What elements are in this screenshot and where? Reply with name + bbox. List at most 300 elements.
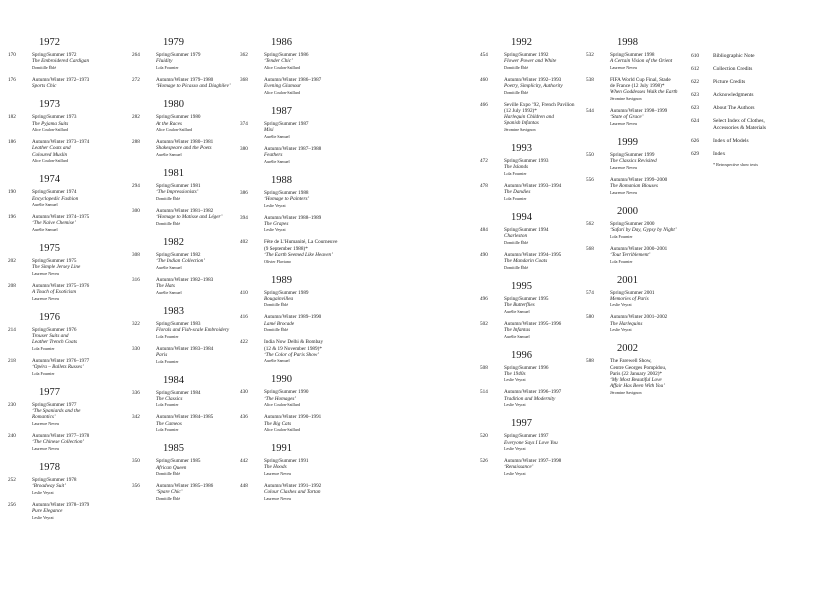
entry-subtitle: Trouser Suits and Leather Trench Coats [32, 333, 78, 346]
entry-author: Aurélie Samuel [32, 202, 58, 208]
toc-entry [586, 52, 702, 71]
page-number: 410 [240, 289, 248, 296]
toc-entry [240, 458, 359, 477]
entry-subtitle: African Queen [156, 464, 187, 471]
page-number: 288 [132, 139, 140, 146]
toc-entry [132, 346, 251, 365]
page-number: 272 [132, 76, 140, 83]
entry-title: Autumn/Winter 1972–1973 [32, 76, 90, 83]
page-number: 256 [8, 501, 16, 508]
entry-subtitle: The Mandarin Coats [504, 258, 548, 265]
year-heading: 1972 [39, 37, 60, 48]
entry-title: Fête de L’Humanité, La Courneuve (9 September 1988)* [264, 239, 338, 252]
entry-text [156, 52, 251, 71]
page-number: 538 [586, 76, 594, 83]
toc-entry [586, 290, 702, 309]
entry-subtitle: Everyone Says I Love You [504, 439, 558, 446]
entry-title: Spring/Summer 1992 [504, 52, 549, 58]
entry-title: Spring/Summer 1983 [156, 320, 201, 327]
entry-title: Autumn/Winter 2001–2002 [610, 314, 668, 321]
entry-author: Aurélie Samuel [504, 333, 530, 339]
entry-text [32, 327, 127, 352]
entry-subtitle: Paris [156, 351, 168, 358]
entry-title: Spring/Summer 1999 [610, 151, 655, 158]
toc-column-3 [240, 37, 359, 512]
year-group [240, 37, 359, 96]
entry-title: Autumn/Winter 1988–1989 [264, 214, 322, 221]
entry-subtitle: The Butterflies [504, 301, 535, 308]
back-matter-entry [691, 138, 813, 145]
entry-subtitle: The Harlequins [610, 320, 643, 327]
page-number: 629 [691, 151, 700, 157]
year-heading: 1998 [617, 37, 638, 48]
year-group [586, 275, 702, 334]
year-heading: 1994 [511, 211, 532, 223]
entry-author: Domitille Éblé [264, 327, 289, 333]
entry-author: Domitille Éblé [504, 239, 529, 245]
entry-title: Autumn/Winter 1997–1998 [504, 458, 562, 465]
entry-subtitle: At the Races [156, 120, 182, 127]
entry-title: Spring/Summer 1985 [156, 458, 201, 465]
page-number: 422 [240, 339, 248, 346]
toc-entry [240, 389, 359, 408]
year-group [480, 281, 596, 340]
entry-author: Lola Fournier [504, 195, 527, 201]
entry-title: Autumn/Winter 1998–1999 [610, 108, 668, 115]
year-heading: 1973 [39, 99, 60, 111]
year-heading: 1988 [271, 174, 292, 186]
entry-subtitle: Feathers [264, 151, 283, 158]
entry-title: Autumn/Winter 1991–1992 [264, 483, 322, 490]
year-heading: 1980 [163, 99, 184, 111]
entry-title: Spring/Summer 1997 [504, 433, 549, 440]
page-number: 622 [691, 79, 700, 85]
page-number: 196 [8, 214, 16, 221]
entry-author: Aurélie Samuel [264, 133, 290, 139]
toc-entry [8, 433, 127, 452]
entry-text [264, 290, 359, 309]
entry-author: Domitille Éblé [504, 89, 529, 95]
year-group [132, 168, 251, 227]
page-number: 186 [8, 139, 16, 146]
entry-text [156, 183, 251, 202]
page-number: 454 [480, 52, 488, 58]
entry-title: Spring/Summer 1976 [32, 326, 77, 333]
page-number: 436 [240, 414, 248, 421]
entry-text [610, 314, 702, 333]
entry-text [156, 346, 251, 365]
entry-subtitle: ‘Tout Terriblement’ [610, 251, 651, 258]
toc-entry [132, 483, 251, 502]
entry-subtitle: The Grapes [264, 220, 289, 227]
entry-author: Domitille Éblé [156, 471, 181, 477]
year-heading: 1995 [511, 280, 532, 292]
toc-entry [480, 227, 596, 246]
entry-text [264, 190, 359, 209]
entry-author: Lola Fournier [32, 370, 55, 376]
entry-subtitle: The Embroidered Cardigan [32, 58, 90, 65]
entry-author: Domitille Éblé [156, 496, 181, 502]
entry-text [264, 339, 359, 364]
entry-text [504, 183, 596, 202]
entry-subtitle: ‘The Homages’ [264, 395, 297, 402]
entry-text [32, 433, 127, 452]
entry-title: Autumn/Winter 1989–1990 [264, 314, 322, 321]
entry-title: Autumn/Winter 1980–1981 [156, 139, 214, 146]
toc-entry [132, 414, 251, 433]
entry-author: Alice Coulon-Saillard [156, 127, 193, 133]
entry-text [264, 77, 359, 96]
entry-subtitle: ‘Broadway Suit’ [32, 483, 66, 490]
entry-subtitle: Fluidity [156, 58, 173, 65]
year-heading: 1986 [271, 37, 292, 48]
toc-entry [240, 190, 359, 209]
toc-entry [240, 414, 359, 433]
toc-entry [8, 402, 127, 427]
entry-subtitle: The Romanian Blouses [610, 183, 658, 190]
year-group [240, 106, 359, 165]
entry-text [504, 158, 596, 177]
entry-title: The Farewell Show, Centre Georges Pompidou, Paris (22 January 2002)* [610, 358, 667, 377]
back-matter-entry [691, 118, 813, 132]
entry-subtitle: The Big Cats [264, 420, 292, 427]
entry-text [264, 458, 359, 477]
toc-entry [132, 277, 251, 296]
toc-entry [132, 139, 251, 158]
entry-text [156, 414, 251, 433]
page-number: 252 [8, 476, 16, 483]
back-matter-label: Picture Credits [713, 79, 746, 85]
entry-author: Laurence Neveu [610, 164, 637, 170]
entry-text [32, 114, 127, 133]
entry-author: Domitille Éblé [504, 64, 529, 70]
year-heading: 1975 [39, 243, 60, 255]
entry-title: Autumn/Winter 1976–1977 [32, 358, 90, 365]
entry-subtitle: Evening Glamour [264, 83, 302, 90]
toc-entry [132, 52, 251, 71]
toc-entry [586, 152, 702, 171]
toc-entry [240, 290, 359, 309]
entry-subtitle: ‘Homage to Painters’ [264, 195, 310, 202]
page-number: 532 [586, 52, 594, 58]
entry-title: Autumn/Winter 1994–1995 [504, 251, 562, 258]
entry-text [156, 458, 251, 477]
entry-author: Lola Fournier [156, 333, 179, 339]
entry-author: Leslie Veyrat [610, 302, 632, 308]
year-group [480, 418, 596, 477]
toc-column-1 [8, 37, 127, 531]
toc-entry [8, 502, 127, 521]
year-group [132, 375, 251, 434]
entry-author: Laurence Neveu [264, 496, 291, 502]
entry-title: Autumn/Winter 1973–1974 [32, 139, 90, 146]
entry-subtitle: ‘The Spaniards and the Romantics’ [32, 408, 81, 421]
entry-text [610, 108, 702, 127]
toc-entry [480, 458, 596, 477]
entry-text [32, 189, 127, 208]
entry-text [32, 358, 127, 377]
back-matter-label: Bibliographic Note [713, 53, 755, 59]
toc-entry [480, 433, 596, 452]
entry-author: Leslie Veyrat [32, 514, 54, 520]
page-number: 316 [132, 276, 140, 283]
year-heading: 2000 [617, 205, 638, 217]
entry-title: Autumn/Winter 1986–1987 [264, 76, 322, 83]
footnote: * Retrospective show texts [713, 162, 759, 167]
entry-author: Lola Fournier [32, 346, 55, 352]
entry-author: Aurélie Samuel [264, 158, 290, 164]
entry-author: Lola Fournier [156, 402, 179, 408]
toc-column-4 [480, 37, 596, 487]
entry-title: Autumn/Winter 1992–1993 [504, 76, 562, 83]
entry-subtitle: Flower Power and White [504, 58, 557, 65]
entry-author: Lola Fournier [156, 358, 179, 364]
entry-subtitle: The Islands [504, 164, 529, 171]
toc-entry [132, 390, 251, 409]
page-number: 508 [480, 364, 488, 371]
page-number: 612 [691, 66, 700, 72]
entry-text [504, 389, 596, 408]
toc-entry [240, 239, 359, 264]
entry-title: Spring/Summer 1996 [504, 364, 549, 371]
page-number: 176 [8, 76, 16, 83]
entry-author: Alice Coulon-Saillard [264, 64, 301, 70]
entry-subtitle: Mixi [264, 127, 274, 134]
toc-entry [480, 252, 596, 271]
year-group [8, 387, 127, 452]
entry-title: Spring/Summer 1977 [32, 401, 77, 408]
back-matter-label: Index of Models [713, 138, 749, 144]
page-number: 368 [240, 76, 248, 83]
entry-subtitle: ‘Opéra – Ballets Russes’ [32, 364, 84, 371]
year-heading: 2002 [617, 343, 638, 355]
year-group [132, 237, 251, 296]
toc-entry [480, 158, 596, 177]
back-matter-entry [691, 105, 813, 112]
entry-subtitle: The Simple Jersey Line [32, 264, 81, 271]
page-number: 623 [691, 92, 700, 98]
entry-author: Leslie Veyrat [504, 446, 526, 452]
entry-title: Spring/Summer 1994 [504, 226, 549, 233]
toc-entry [586, 358, 702, 396]
page-number: 574 [586, 289, 594, 296]
page-number: 442 [240, 458, 248, 465]
year-group [480, 350, 596, 409]
page-number: 264 [132, 52, 140, 58]
toc-entry [240, 121, 359, 140]
page-number: 502 [480, 320, 488, 327]
entry-text [32, 402, 127, 427]
page-number: 430 [240, 389, 248, 396]
page-number: 386 [240, 189, 248, 196]
entry-subtitle: ‘The Chinese Collection’ [32, 439, 85, 446]
entry-subtitle: Memories of Paris [610, 295, 649, 302]
entry-title: Spring/Summer 1984 [156, 389, 201, 396]
entry-author: Aurélie Samuel [156, 289, 182, 295]
entry-text [610, 358, 702, 396]
page-number: 448 [240, 483, 248, 490]
entry-title: Spring/Summer 1973 [32, 114, 77, 121]
toc-entry [586, 221, 702, 240]
entry-title: Spring/Summer 1990 [264, 389, 309, 396]
page-number: 362 [240, 52, 248, 58]
entry-title: Autumn/Winter 1975–1976 [32, 283, 90, 290]
page-number: 350 [132, 458, 140, 465]
entry-subtitle: When Goddesses Walk the Earth [610, 89, 678, 96]
entry-author: Lola Fournier [156, 427, 179, 433]
year-heading: 1985 [163, 443, 184, 455]
page-number: 514 [480, 389, 488, 396]
entry-text [264, 52, 359, 71]
page-number: 580 [586, 314, 594, 321]
page-number: 308 [132, 251, 140, 258]
page-number: 208 [8, 283, 16, 290]
page-number: 342 [132, 414, 140, 421]
entry-text [264, 389, 359, 408]
page-number: 190 [8, 189, 16, 196]
entry-author: Alice Coulon-Saillard [264, 89, 301, 95]
page-number: 374 [240, 120, 248, 127]
entry-author: Laurence Neveu [32, 421, 59, 427]
page-number: 520 [480, 433, 488, 440]
page-number: 402 [240, 239, 248, 246]
toc-entry [132, 252, 251, 271]
toc-entry [240, 314, 359, 333]
entry-text [32, 139, 127, 164]
year-group [586, 343, 702, 396]
entry-title: Autumn/Winter 1979–1980 [156, 76, 214, 83]
toc-entry [8, 52, 127, 71]
toc-entry [240, 215, 359, 234]
entry-title: Spring/Summer 1972 [32, 52, 77, 58]
toc-entry [8, 189, 127, 208]
page-number: 610 [691, 53, 700, 59]
entry-text [32, 77, 127, 89]
entry-text [264, 314, 359, 333]
entry-text [610, 246, 702, 265]
entry-author: Laurence Neveu [32, 445, 59, 451]
entry-text [504, 365, 596, 384]
year-heading: 1993 [511, 143, 532, 155]
page-number: 416 [240, 314, 248, 321]
entry-text [504, 77, 596, 96]
entry-title: Autumn/Winter 1996–1997 [504, 389, 562, 396]
page-number: 460 [480, 76, 488, 83]
back-matter-label: Select Index of Clothes, Accessories & Materials [713, 118, 766, 131]
toc-entry [8, 258, 127, 277]
year-heading: 1997 [511, 418, 532, 430]
entry-title: Autumn/Winter 1987–1988 [264, 145, 322, 152]
page-number: 490 [480, 251, 488, 258]
entry-author: Alice Coulon-Saillard [32, 158, 69, 164]
entry-text [264, 121, 359, 140]
year-heading: 1991 [271, 443, 292, 455]
toc-entry [480, 52, 596, 71]
entry-author: Leslie Veyrat [504, 402, 526, 408]
year-heading: 1989 [271, 274, 292, 286]
page-number: 544 [586, 108, 594, 115]
entry-title: Autumn/Winter 1983–1984 [156, 345, 214, 352]
year-group [8, 462, 127, 521]
year-group [586, 137, 702, 196]
entry-author: Aurélie Samuel [32, 227, 58, 233]
page-number: 496 [480, 295, 488, 302]
entry-author: Leslie Veyrat [264, 227, 286, 233]
year-heading: 1977 [39, 386, 60, 398]
toc-entry [586, 77, 702, 102]
entry-subtitle: ‘My Most Beautiful Love Affair Has Been With You’ [610, 376, 665, 390]
toc-entry [8, 358, 127, 377]
year-group [586, 206, 702, 265]
toc-entry [132, 183, 251, 202]
entry-author: Leslie Veyrat [610, 327, 632, 333]
entry-author: Leslie Veyrat [504, 471, 526, 477]
entry-text [610, 52, 702, 71]
year-heading: 1984 [163, 374, 184, 386]
year-group [480, 37, 596, 133]
entry-author: Domitille Éblé [156, 196, 181, 202]
entry-title: Spring/Summer 1987 [264, 120, 309, 127]
toc-entry [8, 77, 127, 89]
page-number: 466 [480, 101, 488, 108]
toc-entry [240, 146, 359, 165]
entry-subtitle: A Certain Vision of the Orient [610, 58, 673, 65]
entry-author: Laurence Neveu [264, 471, 291, 477]
entry-text [504, 252, 596, 271]
entry-title: Autumn/Winter 1974–1975 [32, 214, 90, 221]
page-number: 626 [691, 138, 700, 144]
entry-author: Lola Fournier [156, 64, 179, 70]
page-number: 394 [240, 214, 248, 221]
year-heading: 1978 [39, 461, 60, 473]
entry-title: Autumn/Winter 1985–1986 [156, 483, 214, 490]
entry-title: Autumn/Winter 1978–1979 [32, 501, 90, 508]
entry-author: Laurence Neveu [610, 189, 637, 195]
entry-subtitle: ‘Safari by Day, Gypsy by Night’ [610, 226, 677, 233]
year-group [132, 443, 251, 502]
page-number: 623 [691, 105, 700, 111]
toc-entry [8, 214, 127, 233]
entry-subtitle: A Touch of Exoticism [32, 289, 76, 296]
year-heading: 1999 [617, 136, 638, 148]
page-number: 588 [586, 358, 594, 365]
year-heading: 1990 [271, 374, 292, 386]
entry-text [264, 483, 359, 502]
entry-author: Leslie Veyrat [504, 377, 526, 383]
page-number: 568 [586, 245, 594, 252]
entry-text [156, 77, 251, 89]
year-group [480, 143, 596, 202]
page-number: 294 [132, 183, 140, 190]
entry-author: Lola Fournier [610, 258, 633, 264]
entry-subtitle: Poetry, Simplicity, Authority [504, 83, 563, 90]
entry-subtitle: Lamé Brocade [264, 320, 295, 327]
entry-subtitle: ‘State of Grace’ [610, 114, 644, 121]
entry-text [32, 283, 127, 302]
entry-author: Laurence Neveu [610, 120, 637, 126]
entry-subtitle: ‘Spare Chic’ [156, 489, 183, 496]
toc-entry [8, 477, 127, 496]
entry-title: Spring/Summer 2001 [610, 289, 655, 296]
entry-text [156, 208, 251, 227]
back-matter-label: About The Authors [713, 105, 755, 111]
year-group [8, 312, 127, 377]
entry-subtitle: The Infantas [504, 326, 531, 333]
entry-text [156, 483, 251, 502]
toc-entry [586, 246, 702, 265]
entry-text [610, 221, 702, 240]
page-number: 478 [480, 183, 488, 190]
